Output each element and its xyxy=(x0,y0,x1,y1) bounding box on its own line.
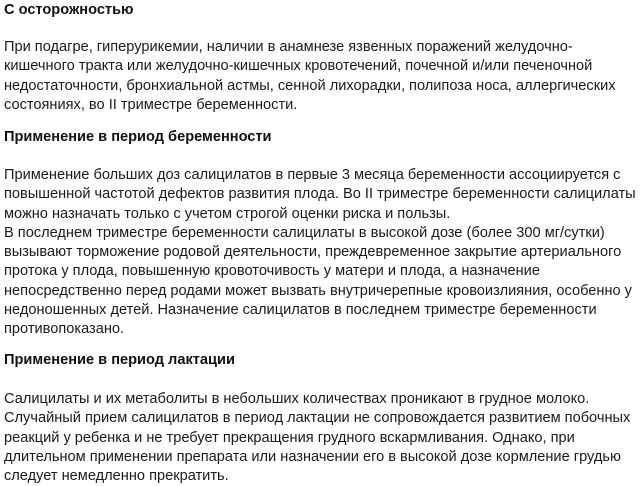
section-text-pregnancy xyxy=(4,166,636,340)
text-line: реакций у ребенка и не требует прекращения грудного вскармливания. Однако, при xyxy=(4,429,575,446)
text-line: непосредственно перед родами может вызвать внутричерепные кровоизлияния, особенно у xyxy=(4,282,632,299)
text-line: следует немедленно прекратить. xyxy=(4,468,229,485)
section-title-lactation: Применение в период лактации xyxy=(4,352,235,368)
text-line: Применение больших доз салицилатов в первые 3 месяца беременности ассоциируется с xyxy=(4,167,621,183)
text-line: повышенной частотой дефектов развития плода. Во II триместре беременности салицилаты xyxy=(4,186,636,203)
section-text-lactation xyxy=(4,390,629,486)
text-line: вызывают торможение родовой деятельности, преждевременное закрытие артериального xyxy=(4,244,622,261)
text-line: можно назначать только с учетом строгой оценки риска и пользы. xyxy=(4,205,451,222)
text-line: противопоказано. xyxy=(4,321,125,338)
text-line: Салицилаты и их метаболиты в небольших количествах проникают в грудное молоко. xyxy=(4,391,590,407)
text-line: состояниях, во II триместре беременности. xyxy=(4,96,298,113)
section-title-caution: С осторожностью xyxy=(4,2,134,18)
text-line: Случайный прием салицилатов в период лактации не сопровождается развитием побочных xyxy=(4,410,631,427)
text-line: В последнем триместре беременности салицилаты в высокой дозе (более 300 мг/сутки) xyxy=(4,224,605,241)
text-line: кишечного тракта или желудочно-кишечных кровотечений, почечной и/или печеночной xyxy=(4,58,593,75)
text-line: При подагре, гиперурикемии, наличии в анамнезе язвенных поражений желудочно- xyxy=(4,39,573,55)
text-line: длительном применении препарата или назначении его в высокой дозе кормление грудью xyxy=(4,448,621,465)
text-line: протока у плода, повышенную кровоточивость у матери и плода, а назначение xyxy=(4,263,540,280)
section-title-pregnancy: Применение в период беременности xyxy=(4,129,272,145)
text-line: недостаточности, бронхиальной астмы, сенной лихорадки, полипоза носа, аллергических xyxy=(4,77,616,94)
section-text-caution xyxy=(4,38,629,115)
text-line: недоношенных детей. Назначение салицилатов в последнем триместре беременности xyxy=(4,302,597,319)
